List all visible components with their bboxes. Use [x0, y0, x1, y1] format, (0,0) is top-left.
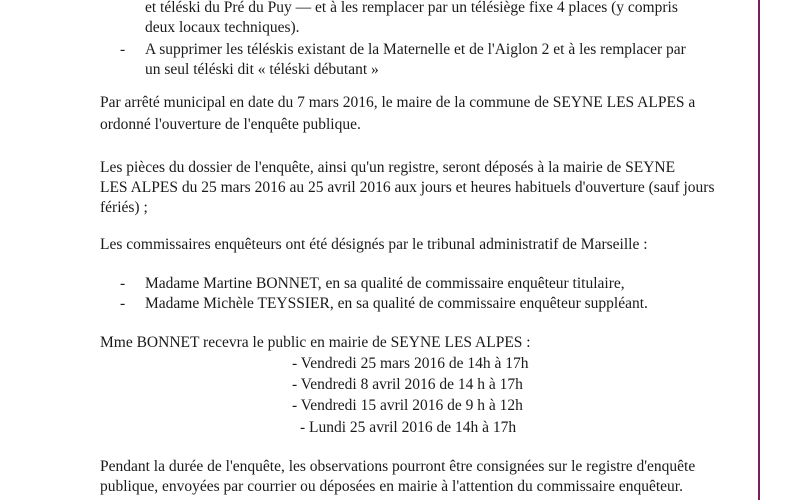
- pieces-paragraph-line-2: LES ALPES du 25 mars 2016 au 25 avril 2016 aux jours et heures habituels d'ouverture (sauf jours: [100, 179, 715, 196]
- permanence-item: - Vendredi 25 mars 2016 de 14h à 17h: [292, 355, 529, 372]
- commissaire-titulaire: Madame Martine BONNET, en sa qualité de commissaire enquêteur titulaire,: [145, 275, 625, 292]
- pieces-paragraph-line-1: Les pièces du dossier de l'enquête, ainsi qu'un registre, seront déposés à la mairie de SEYNE: [100, 159, 676, 176]
- commissaire-suppleant: Madame Michèle TEYSSIER, en sa qualité de commissaire enquêteur suppléant.: [145, 295, 648, 312]
- observations-paragraph-line-1: Pendant la durée de l'enquête, les observations pourront être consignées sur le registre d'enquête: [100, 458, 696, 475]
- commissaire-titulaire-dash: -: [120, 275, 126, 292]
- commissaires-paragraph: Les commissaires enquêteurs ont été désignés par le tribunal administratif de Marseille :: [100, 236, 648, 253]
- item1-continuation-2: deux locaux techniques).: [145, 19, 300, 36]
- item2-line-1: A supprimer les téléskis existant de la Maternelle et de l'Aiglon 2 et à les remplacer par: [145, 41, 686, 58]
- item2-line-2: un seul téléski dit « téléski débutant »: [145, 61, 379, 78]
- arrete-paragraph-line-2: ordonné l'ouverture de l'enquête publique.: [100, 116, 361, 133]
- permanence-item: - Vendredi 15 avril 2016 de 9 h à 12h: [292, 397, 523, 414]
- pieces-paragraph-line-3: fériés) ;: [100, 199, 148, 216]
- item2-dash: -: [120, 41, 126, 58]
- arrete-paragraph-line-1: Par arrêté municipal en date du 7 mars 2016, le maire de la commune de SEYNE LES ALPES a: [100, 94, 696, 111]
- page-border: [758, 0, 760, 500]
- permanence-item: - Lundi 25 avril 2016 de 14h à 17h: [300, 419, 517, 436]
- permanence-item: - Vendredi 8 avril 2016 de 14 h à 17h: [292, 376, 523, 393]
- reception-paragraph: Mme BONNET recevra le public en mairie de SEYNE LES ALPES :: [100, 334, 531, 351]
- observations-paragraph-line-2: publique, envoyées par courrier ou déposées en mairie à l'attention du commissaire enquêteur.: [100, 478, 683, 495]
- commissaire-suppleant-dash: -: [120, 295, 126, 312]
- item1-continuation-1: et téléski du Pré du Puy — et à les remplacer par un télésiège fixe 4 places (y compris: [145, 0, 678, 16]
